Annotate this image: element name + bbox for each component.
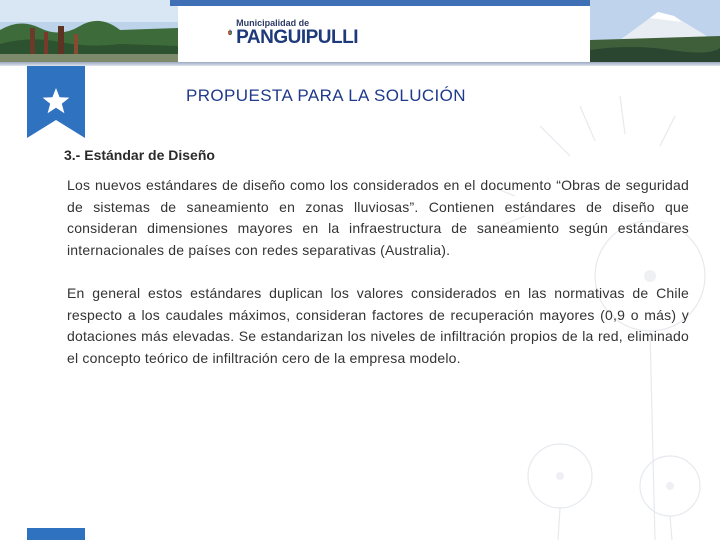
body-paragraph: En general estos estándares duplican los valores considerados en las normativas de Chile respecto a los caudales máximos, consideran factores de recuperación mayores (0,9 o más) y dotaciones más elevadas. Se estandarizan los niveles de infiltración propios de la red, eliminado el concepto teórico de infiltración cero de la empresa modelo.	[67, 285, 689, 366]
town-photo	[0, 0, 178, 62]
body-paragraph: Los nuevos estándares de diseño como los considerados en el documento “Obras de seguridad de sistemas de saneamiento en zonas lluviosas”. Contienen estándares de diseño que consideran dimensiones mayores en la infraestructura de saneamiento según estándares internacionales de países con redes separativas (Australia).	[67, 177, 689, 258]
volcano-photo	[590, 0, 720, 62]
top-color-band	[170, 0, 600, 6]
logo-subtitle: Municipalidad de	[236, 18, 310, 28]
bookmark-ribbon	[27, 66, 85, 138]
logo-name: PANGUIPULLI	[236, 27, 358, 48]
section-heading: 3.- Estándar de Diseño	[64, 147, 215, 163]
header-banner	[0, 0, 720, 66]
slide-title: PROPUESTA PARA LA SOLUCIÓN	[186, 86, 466, 105]
crest-icon	[228, 10, 232, 56]
footer-tab	[27, 528, 85, 540]
municipality-logo	[228, 8, 358, 58]
